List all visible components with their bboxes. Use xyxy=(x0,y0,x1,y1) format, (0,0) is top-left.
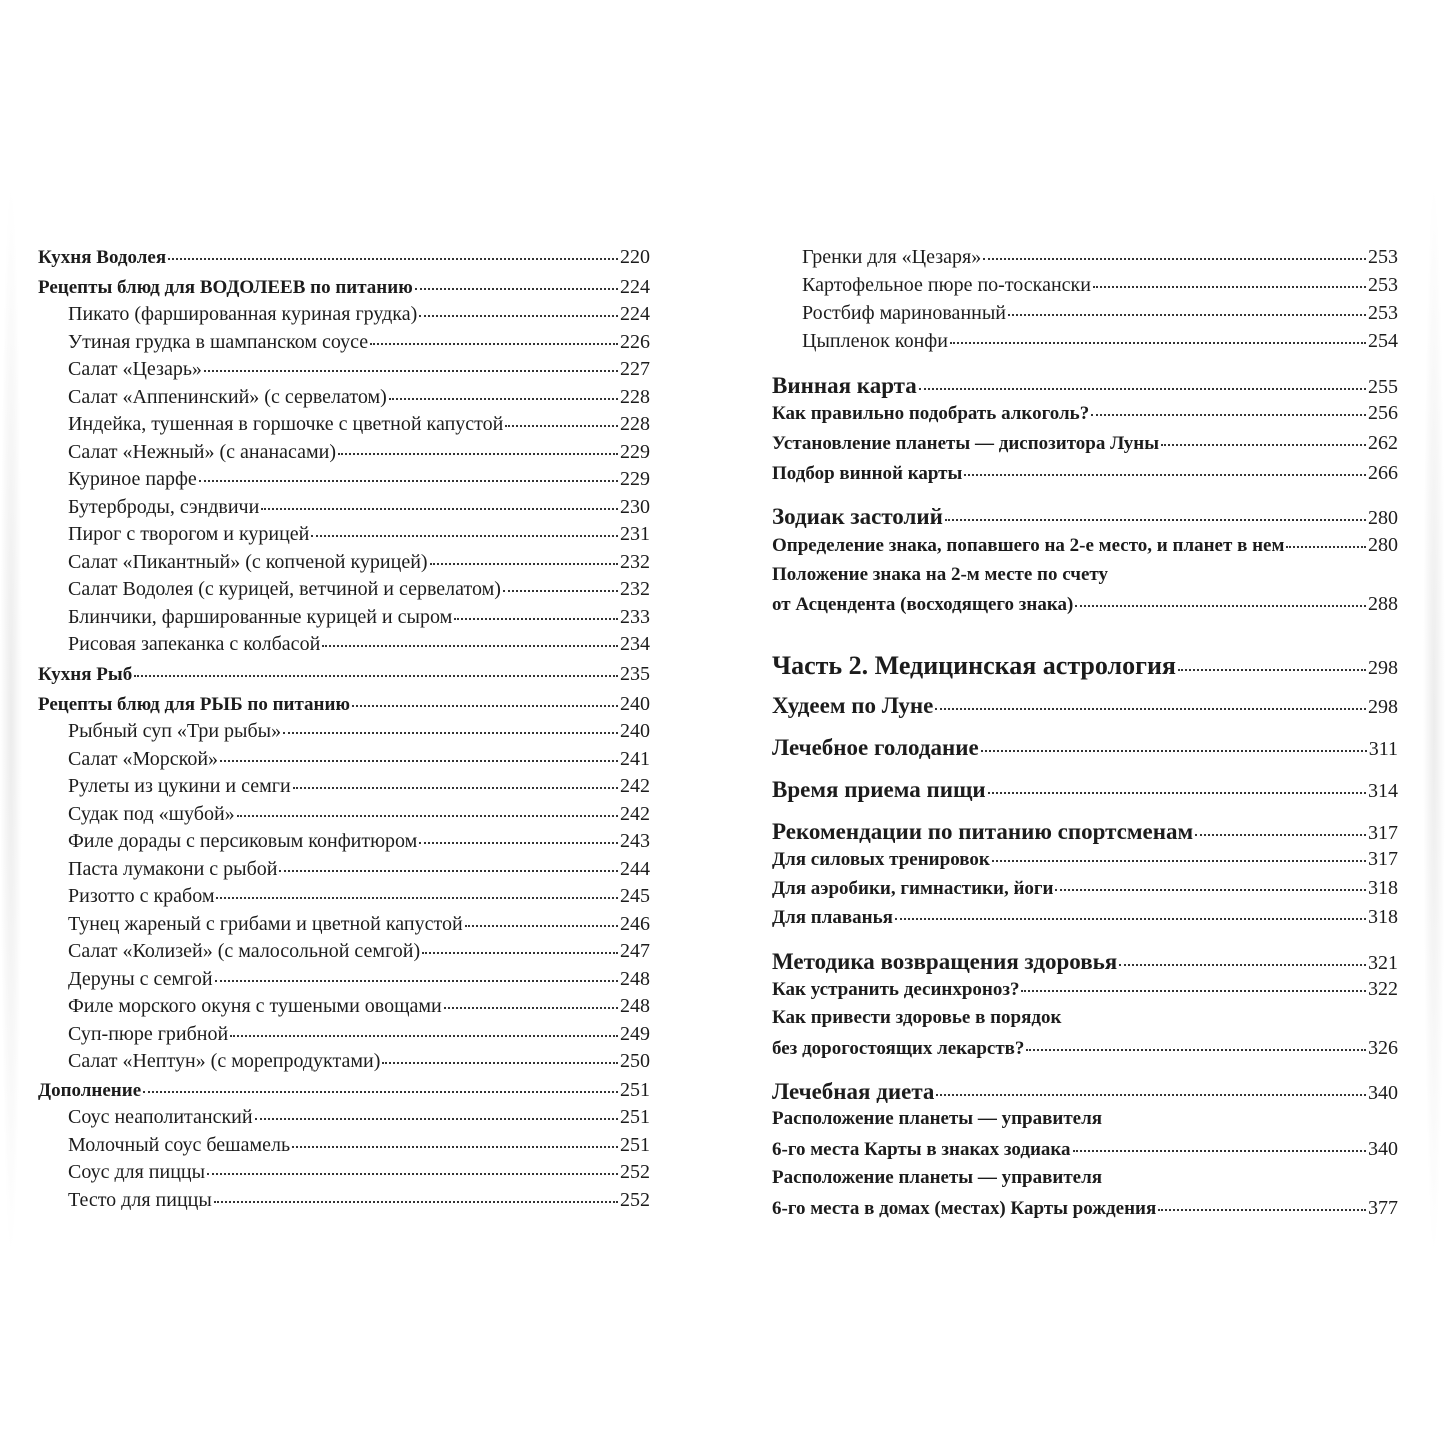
toc-entry-page-number: 228 xyxy=(620,413,650,435)
toc-entry-title: Салат «Пикантный» (с копченой курицей) xyxy=(68,551,428,573)
toc-entry-title: Как устранить десинхроноз? xyxy=(772,979,1020,1000)
dot-leader xyxy=(895,918,1366,920)
right-column-toc-entry xyxy=(772,1080,1398,1103)
toc-entry-page-number: 246 xyxy=(620,913,650,935)
toc-entry-page-number: 256 xyxy=(1368,402,1398,424)
toc-entry-page-number: 280 xyxy=(1368,534,1398,556)
toc-entry-page-number: 298 xyxy=(1368,657,1398,679)
toc-entry-title: Подбор винной карты xyxy=(772,463,963,484)
dot-leader xyxy=(422,952,618,954)
toc-entry-page-number: 229 xyxy=(620,468,650,490)
dot-leader xyxy=(311,535,618,537)
toc-entry-title: Ризотто с крабом xyxy=(68,885,215,907)
toc-entry-page-number: 240 xyxy=(620,693,650,715)
dot-leader xyxy=(1026,1049,1366,1051)
left-column-toc-entry xyxy=(68,552,650,572)
dot-leader xyxy=(935,708,1366,710)
toc-entry-title: Определение знака, попавшего на 2-е место, и планет в нем xyxy=(772,535,1285,556)
left-column-toc-entry xyxy=(68,804,650,824)
right-column-toc-entry xyxy=(772,1038,1398,1058)
dot-leader xyxy=(283,732,618,734)
toc-entry-title: Как привести здоровье в порядок xyxy=(772,1007,1062,1028)
left-column-toc-entry xyxy=(68,579,650,599)
toc-entry-title: Винная карта xyxy=(772,373,917,398)
toc-entry-title: Салат «Нептун» (с морепродуктами) xyxy=(68,1050,381,1072)
toc-entry-page-number: 262 xyxy=(1368,432,1398,454)
toc-entry-title: без дорогостоящих лекарств? xyxy=(772,1038,1025,1059)
right-column-toc-entry xyxy=(772,979,1398,999)
dot-leader xyxy=(322,645,618,647)
left-column-toc-entry xyxy=(68,469,650,489)
left-column-toc-entry xyxy=(68,524,650,544)
dot-leader xyxy=(1021,990,1366,992)
toc-entry-title: Тесто для пиццы xyxy=(68,1189,212,1211)
dot-leader xyxy=(988,792,1366,794)
toc-entry-page-number: 253 xyxy=(1368,246,1398,268)
toc-entry-page-number: 340 xyxy=(1368,1082,1398,1104)
toc-entry-page-number: 253 xyxy=(1368,302,1398,324)
left-column-toc-entry xyxy=(68,497,650,517)
toc-entry-page-number: 247 xyxy=(620,940,650,962)
dot-leader xyxy=(1073,1150,1366,1152)
toc-entry-page-number: 230 xyxy=(620,496,650,518)
right-column-toc-entry xyxy=(772,403,1398,423)
dot-leader xyxy=(1178,669,1366,671)
right-column-toc-entry xyxy=(772,535,1398,555)
dot-leader xyxy=(143,1091,618,1093)
right-column-toc-entry xyxy=(772,433,1398,453)
dot-leader xyxy=(1091,414,1366,416)
left-column-toc-entry xyxy=(68,1107,650,1127)
right-column-toc-entry xyxy=(772,594,1398,614)
toc-entry-page-number: 224 xyxy=(620,276,650,298)
toc-entry-page-number: 298 xyxy=(1368,696,1398,718)
dot-leader xyxy=(444,1007,618,1009)
toc-entry-title: Салат «Нежный» (с ананасами) xyxy=(68,441,337,463)
right-column-toc-entry xyxy=(772,694,1398,717)
dot-leader xyxy=(465,925,618,927)
dot-leader xyxy=(214,1201,618,1203)
toc-entry-page-number: 224 xyxy=(620,303,650,325)
right-column-toc-entry xyxy=(772,1139,1398,1159)
right-column-toc-entry xyxy=(802,331,1398,351)
dot-leader xyxy=(255,1118,618,1120)
right-column-toc-entry xyxy=(772,1109,1398,1128)
toc-entry-title: Филе дорады с персиковым конфитюром xyxy=(68,830,418,852)
toc-entry-title: от Асцендента (восходящего знака) xyxy=(772,594,1074,615)
toc-entry-title: Салат «Аппенинский» (с сервелатом) xyxy=(68,386,387,408)
right-column-toc-entry xyxy=(772,463,1398,483)
left-column-toc-entry xyxy=(68,332,650,352)
dot-leader xyxy=(216,897,618,899)
toc-entry-title: Соус неаполитанский xyxy=(68,1106,253,1128)
dot-leader xyxy=(215,980,618,982)
right-column-toc-entry xyxy=(772,1198,1398,1218)
toc-entry-title: Кухня Рыб xyxy=(38,664,133,685)
toc-entry-page-number: 249 xyxy=(620,1023,650,1045)
right-column-toc-entry xyxy=(772,1008,1398,1027)
left-column-toc-entry xyxy=(68,721,650,741)
dot-leader xyxy=(981,750,1367,752)
toc-entry-title: Салат «Колизей» (с малосольной семгой) xyxy=(68,940,421,962)
toc-entry-title: Рыбный суп «Три рыбы» xyxy=(68,720,282,742)
dot-leader xyxy=(230,1035,618,1037)
toc-entry-title: Для силовых тренировок xyxy=(772,849,990,870)
left-column-toc-entry xyxy=(38,664,650,684)
dot-leader xyxy=(983,258,1366,260)
toc-entry-page-number: 317 xyxy=(1368,848,1398,870)
right-column-toc-entry xyxy=(802,247,1398,267)
right-column-toc-entry xyxy=(772,907,1398,927)
dot-leader xyxy=(1093,286,1366,288)
toc-entry-page-number: 220 xyxy=(620,246,650,268)
toc-entry-page-number: 227 xyxy=(620,358,650,380)
dot-leader xyxy=(338,453,618,455)
left-column-toc-entry xyxy=(68,359,650,379)
dot-leader xyxy=(992,860,1366,862)
dot-leader xyxy=(1055,889,1366,891)
left-column-toc-entry xyxy=(68,304,650,324)
left-column-toc-entry xyxy=(38,1080,650,1100)
dot-leader xyxy=(919,388,1366,390)
toc-entry-title: Ростбиф маринованный xyxy=(802,302,1006,324)
dot-leader xyxy=(237,815,618,817)
toc-entry-title: Методика возвращения здоровья xyxy=(772,949,1118,974)
right-column-toc-entry xyxy=(772,820,1398,843)
toc-entry-page-number: 317 xyxy=(1368,822,1398,844)
toc-entry-title: Тунец жареный с грибами и цветной капустой xyxy=(68,913,463,935)
left-column-toc-entry xyxy=(68,634,650,654)
dot-leader xyxy=(936,1094,1366,1096)
toc-entry-page-number: 254 xyxy=(1368,330,1398,352)
toc-entry-title: Цыпленок конфи xyxy=(802,330,948,352)
toc-entry-page-number: 288 xyxy=(1368,593,1398,615)
toc-entry-page-number: 250 xyxy=(620,1050,650,1072)
toc-entry-page-number: 233 xyxy=(620,606,650,628)
toc-entry-title: Рекомендации по питанию спортсменам xyxy=(772,819,1194,844)
toc-entry-title: Для плаванья xyxy=(772,907,893,928)
dot-leader xyxy=(220,760,618,762)
left-column-toc-entry xyxy=(68,1051,650,1071)
toc-entry-page-number: 241 xyxy=(620,748,650,770)
left-column-toc-entry xyxy=(68,607,650,627)
toc-entry-title: 6-го места Карты в знаках зодиака xyxy=(772,1139,1071,1160)
toc-entry-page-number: 253 xyxy=(1368,274,1398,296)
toc-entry-page-number: 318 xyxy=(1368,906,1398,928)
toc-entry-page-number: 244 xyxy=(620,858,650,880)
toc-entry-title: Молочный соус бешамель xyxy=(68,1134,291,1156)
toc-entry-page-number: 251 xyxy=(620,1106,650,1128)
right-column-toc-entry xyxy=(772,849,1398,869)
dot-leader xyxy=(454,618,618,620)
right-column-toc-entry xyxy=(772,565,1398,584)
toc-entry-title: Рецепты блюд для ВОДОЛЕЕВ по питанию xyxy=(38,277,413,298)
dot-leader xyxy=(505,425,618,427)
toc-entry-title: Худеем по Луне xyxy=(772,693,934,718)
toc-entry-title: Расположение планеты — управителя xyxy=(772,1167,1103,1188)
dot-leader xyxy=(389,398,618,400)
dot-leader xyxy=(1286,546,1366,548)
left-column-toc-entry xyxy=(68,914,650,934)
left-column-toc-entry xyxy=(68,831,650,851)
left-column-toc-entry xyxy=(68,1135,650,1155)
toc-entry-title: Утиная грудка в шампанском соусе xyxy=(68,331,369,353)
toc-entry-title: Кухня Водолея xyxy=(38,247,167,268)
toc-entry-page-number: 314 xyxy=(1368,780,1398,802)
toc-entry-page-number: 243 xyxy=(620,830,650,852)
left-column-toc-entry xyxy=(68,1024,650,1044)
dot-leader xyxy=(430,563,618,565)
dot-leader xyxy=(1195,834,1366,836)
toc-entry-title: Блинчики, фаршированные курицей и сыром xyxy=(68,606,453,628)
dot-leader xyxy=(1161,444,1366,446)
left-column-toc-entry xyxy=(68,969,650,989)
dot-leader xyxy=(1158,1209,1366,1211)
toc-entry-title: Деруны с семгой xyxy=(68,968,213,990)
toc-entry-page-number: 322 xyxy=(1368,978,1398,1000)
toc-entry-page-number: 251 xyxy=(620,1079,650,1101)
toc-entry-page-number: 311 xyxy=(1368,738,1398,760)
toc-entry-title: Время приема пищи xyxy=(772,777,986,802)
toc-entry-title: Для аэробики, гимнастики, йоги xyxy=(772,878,1054,899)
toc-entry-title: Лечебная диета xyxy=(772,1079,935,1104)
toc-entry-title: Салат «Морской» xyxy=(68,748,219,770)
right-column-toc-entry xyxy=(802,303,1398,323)
dot-leader xyxy=(415,288,618,290)
toc-entry-page-number: 231 xyxy=(620,523,650,545)
toc-entry-title: Бутерброды, сэндвичи xyxy=(68,496,260,518)
right-column-toc-entry xyxy=(802,275,1398,295)
toc-entry-page-number: 377 xyxy=(1368,1197,1398,1219)
right-column-toc-entry xyxy=(772,653,1398,679)
toc-entry-page-number: 232 xyxy=(620,551,650,573)
toc-entry-page-number: 255 xyxy=(1368,376,1398,398)
dot-leader xyxy=(293,787,618,789)
dot-leader xyxy=(1119,964,1366,966)
right-column-toc-entry xyxy=(772,505,1398,528)
toc-entry-title: Салат Водолея (с курицей, ветчиной и сервелатом) xyxy=(68,578,501,600)
right-column-toc-entry xyxy=(772,736,1398,759)
toc-entry-title: Пирог с творогом и курицей xyxy=(68,523,310,545)
left-column-toc-entry xyxy=(68,387,650,407)
left-column-toc-entry xyxy=(68,886,650,906)
dot-leader xyxy=(204,370,618,372)
dot-leader xyxy=(352,705,618,707)
toc-entry-title: Зодиак застолий xyxy=(772,504,943,529)
right-column-toc-entry xyxy=(772,950,1398,973)
toc-entry-page-number: 252 xyxy=(620,1189,650,1211)
toc-entry-title: Судак под «шубой» xyxy=(68,803,235,825)
dot-leader xyxy=(261,508,618,510)
toc-entry-title: Картофельное пюре по-тоскански xyxy=(802,274,1091,296)
toc-entry-page-number: 240 xyxy=(620,720,650,742)
left-column-toc-entry xyxy=(68,414,650,434)
dot-leader xyxy=(503,590,618,592)
left-column-toc-entry xyxy=(68,442,650,462)
toc-entry-title: Рисовая запеканка с колбасой xyxy=(68,633,321,655)
toc-entry-page-number: 321 xyxy=(1368,952,1398,974)
left-column-toc-entry xyxy=(68,776,650,796)
right-column-toc-entry xyxy=(772,878,1398,898)
toc-entry-title: Соус для пиццы xyxy=(68,1161,206,1183)
right-column-toc-entry xyxy=(772,778,1398,801)
toc-entry-page-number: 226 xyxy=(620,331,650,353)
toc-entry-page-number: 318 xyxy=(1368,877,1398,899)
toc-entry-page-number: 245 xyxy=(620,885,650,907)
toc-entry-page-number: 252 xyxy=(620,1161,650,1183)
toc-entry-title: Положение знака на 2-м месте по счету xyxy=(772,564,1108,585)
toc-entry-title: Куриное парфе xyxy=(68,468,197,490)
toc-entry-page-number: 242 xyxy=(620,803,650,825)
toc-entry-page-number: 280 xyxy=(1368,507,1398,529)
dot-leader xyxy=(1075,605,1366,607)
toc-entry-page-number: 235 xyxy=(620,663,650,685)
right-column-toc-entry xyxy=(772,1168,1398,1187)
toc-entry-title: Гренки для «Цезаря» xyxy=(802,246,982,268)
left-column-toc-entry xyxy=(68,1162,650,1182)
dot-leader xyxy=(382,1062,618,1064)
toc-entry-title: Дополнение xyxy=(38,1080,142,1101)
dot-leader xyxy=(945,519,1366,521)
toc-entry-title: Как правильно подобрать алкоголь? xyxy=(772,403,1090,424)
toc-entry-title: Часть 2. Медицинская астрология xyxy=(772,651,1176,680)
left-column-toc-entry xyxy=(68,941,650,961)
left-column-toc-entry xyxy=(68,859,650,879)
right-column-toc-entry xyxy=(772,374,1398,397)
toc-entry-page-number: 266 xyxy=(1368,462,1398,484)
dot-leader xyxy=(419,315,618,317)
toc-entry-page-number: 340 xyxy=(1368,1138,1398,1160)
left-column-toc-entry xyxy=(38,247,650,267)
dot-leader xyxy=(279,870,618,872)
toc-entry-page-number: 251 xyxy=(620,1134,650,1156)
toc-entry-title: Филе морского окуня с тушеными овощами xyxy=(68,995,442,1017)
dot-leader xyxy=(168,258,618,260)
toc-entry-title: Суп-пюре грибной xyxy=(68,1023,229,1045)
toc-entry-title: 6-го места в домах (местах) Карты рождения xyxy=(772,1198,1157,1219)
left-column-toc-entry xyxy=(68,996,650,1016)
toc-entry-title: Салат «Цезарь» xyxy=(68,358,202,380)
left-column-toc-entry xyxy=(68,1190,650,1210)
toc-entry-page-number: 326 xyxy=(1368,1037,1398,1059)
dot-leader xyxy=(950,342,1366,344)
dot-leader xyxy=(964,474,1366,476)
toc-entry-page-number: 234 xyxy=(620,633,650,655)
dot-leader xyxy=(134,675,618,677)
toc-entry-page-number: 248 xyxy=(620,995,650,1017)
dot-leader xyxy=(292,1146,618,1148)
toc-entry-title: Лечебное голодание xyxy=(772,735,979,760)
toc-entry-page-number: 228 xyxy=(620,386,650,408)
toc-entry-title: Установление планеты — диспозитора Луны xyxy=(772,433,1160,454)
toc-entry-title: Паста лумакони с рыбой xyxy=(68,858,278,880)
toc-entry-title: Расположение планеты — управителя xyxy=(772,1108,1103,1129)
toc-entry-title: Пикато (фаршированная куриная грудка) xyxy=(68,303,418,325)
dot-leader xyxy=(199,480,618,482)
toc-entry-title: Рецепты блюд для РЫБ по питанию xyxy=(38,694,350,715)
dot-leader xyxy=(419,842,618,844)
toc-entry-title: Рулеты из цукини и семги xyxy=(68,775,291,797)
toc-entry-page-number: 232 xyxy=(620,578,650,600)
left-column-toc-entry xyxy=(38,694,650,714)
dot-leader xyxy=(207,1173,618,1175)
dot-leader xyxy=(370,343,618,345)
toc-entry-page-number: 248 xyxy=(620,968,650,990)
left-column-toc-entry xyxy=(68,749,650,769)
toc-entry-page-number: 229 xyxy=(620,441,650,463)
toc-entry-page-number: 242 xyxy=(620,775,650,797)
toc-entry-title: Индейка, тушенная в горшочке с цветной капустой xyxy=(68,413,504,435)
dot-leader xyxy=(1008,314,1366,316)
left-column-toc-entry xyxy=(38,277,650,297)
